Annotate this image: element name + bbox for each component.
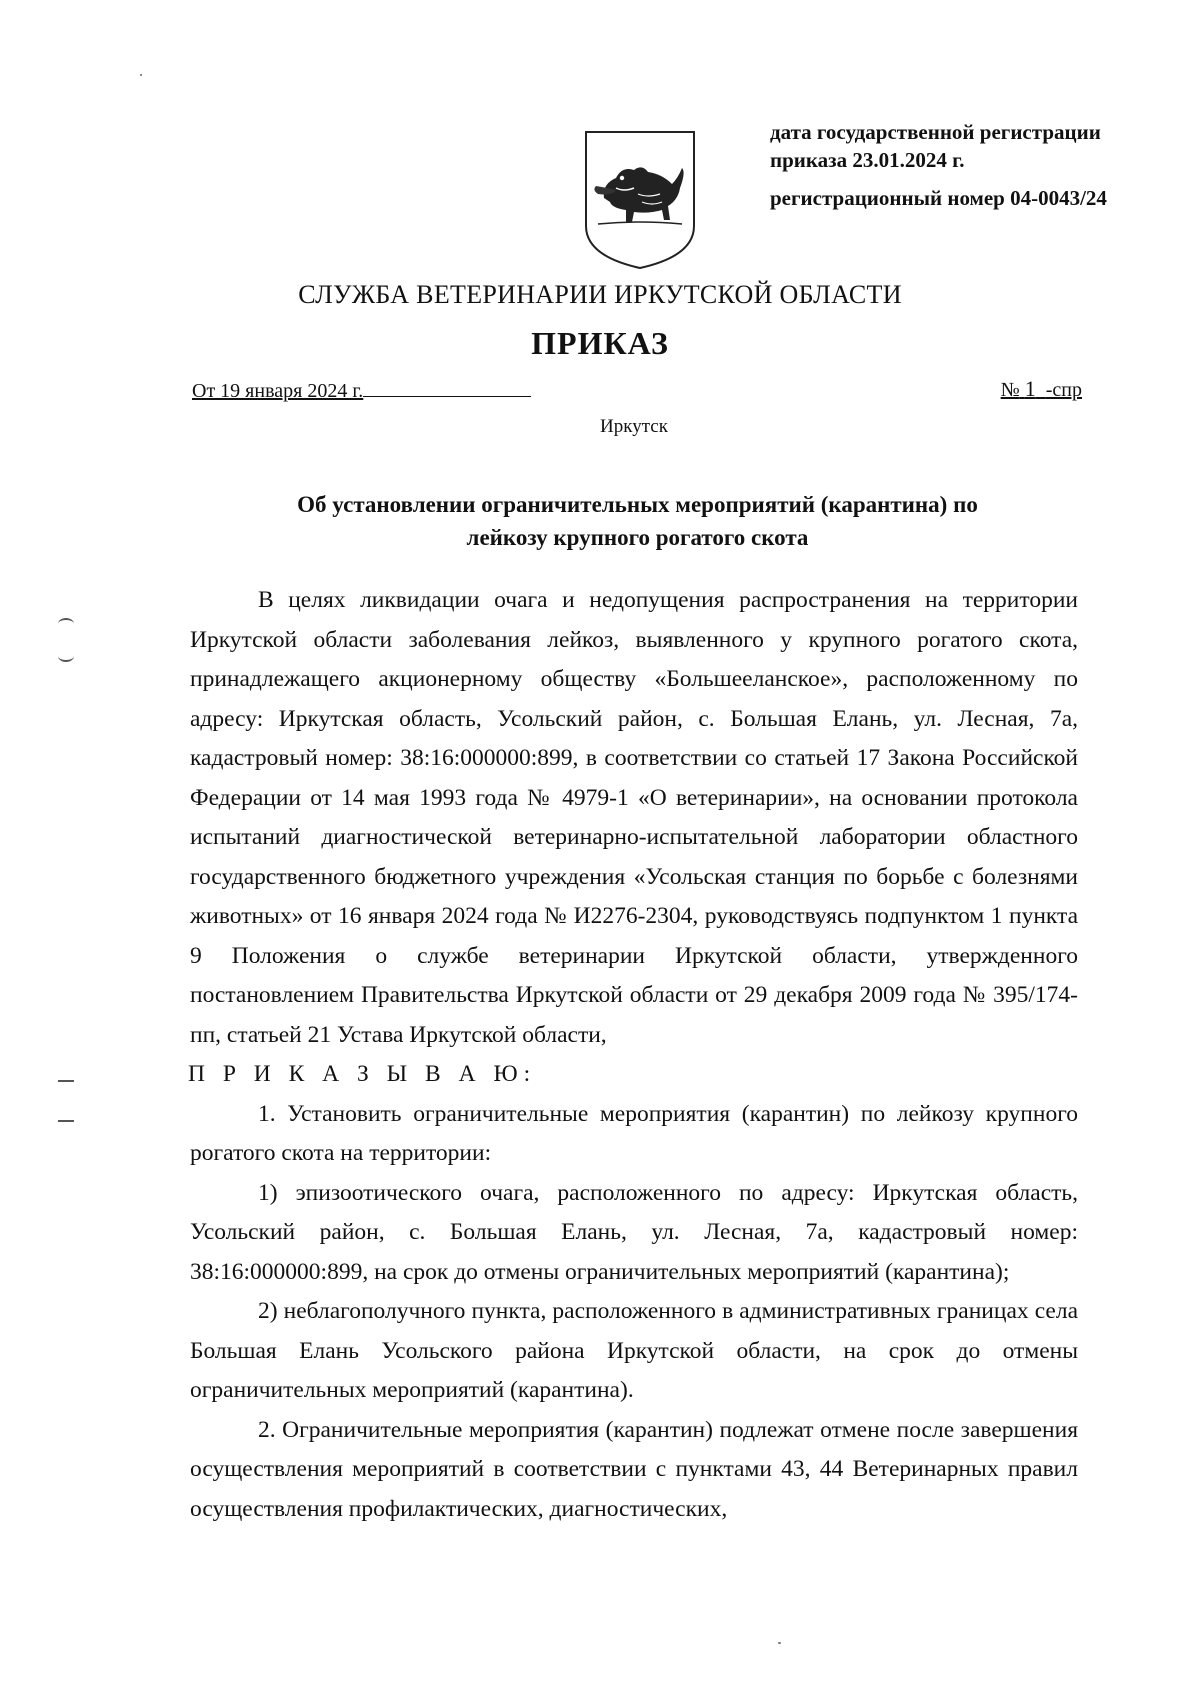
margin-mark: [58, 1110, 74, 1122]
registration-line-1: дата государственной регистрации: [770, 120, 1101, 144]
item-1-subitem-2: 2) неблагополучного пункта, расположенного в административных границах села Большая Елань Усольского района Иркутской области, на срок до отмены ограничительных мероприятий (карантина).: [190, 1298, 1078, 1403]
scan-speck: [778, 1642, 781, 1644]
date-underline: [363, 378, 531, 397]
title-line-2: лейкозу крупного рогатого скота: [466, 525, 809, 550]
document-title: [190, 488, 1085, 554]
preamble-paragraph: В целях ликвидации очага и недопущения распространения на территории Иркутской области заболевания лейкоз, выявленного у крупного рогатого скота, принадлежащего акционерному обществу «Большееланское», расположенному по адресу: Иркутская область, Усольский район, с. Большая Елань, ул. Лесная, 7а, кадастровый номер: 38:16:000000:899, в соответствии со статьей 17 Закона Российской Федерации от 14 мая 1993 года № 4979-1 «О ветеринарии», на основании протокола испытаний диагностической ветеринарно-испытательной лаборатории областного государственного бюджетного учреждения «Усольская станция по борьбе с болезнями животных» от 16 января 2024 года № И2276-2304, руководствуясь подпунктом 1 пункта 9 Положения о службе ветеринарии Иркутской области, утвержденного постановлением Правительства Иркутской области от 29 декабря 2009 года № 395/174-пп, статьей 21 Устава Иркутской области,: [190, 587, 1078, 1048]
margin-mark: [58, 618, 74, 630]
document-body: [190, 581, 1078, 1529]
item-1-subitem-1: 1) эпизоотического очага, расположенного по адресу: Иркутская область, Усольский район, с. Большая Елань, ул. Лесная, 7а, кадастровый номер: 38:16:000000:899, на срок до отмены ограничительных мероприятий (карантина);: [190, 1179, 1078, 1285]
margin-mark: [58, 1080, 74, 1092]
item-1: 1. Установить ограничительные мероприятия (карантин) по лейкозу крупного рогатого скота на территории:: [190, 1100, 1078, 1166]
order-word-text: П Р И К А З Ы В А Ю:: [188, 1061, 537, 1087]
order-number-value: 1: [1024, 376, 1036, 401]
document-type: ПРИКАЗ: [531, 325, 669, 361]
irkutsk-coat-of-arms-icon: [582, 128, 698, 272]
order-number: [1001, 376, 1082, 402]
organization-name: СЛУЖБА ВЕТЕРИНАРИИ ИРКУТСКОЙ ОБЛАСТИ: [298, 280, 902, 309]
margin-mark: [58, 650, 74, 662]
registration-number: регистрационный номер 04-0043/24: [770, 186, 1107, 210]
scan-speck: [140, 74, 142, 76]
order-number-prefix: №: [1000, 379, 1020, 401]
item-2: 2. Ограничительные мероприятия (карантин) подлежат отмене после завершения осуществления мероприятий в соответствии с пунктами 43, 44 Ветеринарных правил осуществления профилактических, диагностических,: [190, 1416, 1078, 1522]
title-line-1: Об установлении ограничительных мероприятий (карантина) по: [297, 492, 978, 517]
registration-stamp: [770, 118, 1150, 212]
order-word: [190, 1055, 1078, 1095]
order-number-suffix: -спр: [1045, 379, 1082, 401]
registration-line-2: приказа 23.01.2024 г.: [770, 148, 965, 172]
order-date: [192, 378, 531, 403]
city: Иркутск: [600, 416, 668, 437]
order-date-text: От 19 января 2024 г.: [192, 380, 364, 402]
